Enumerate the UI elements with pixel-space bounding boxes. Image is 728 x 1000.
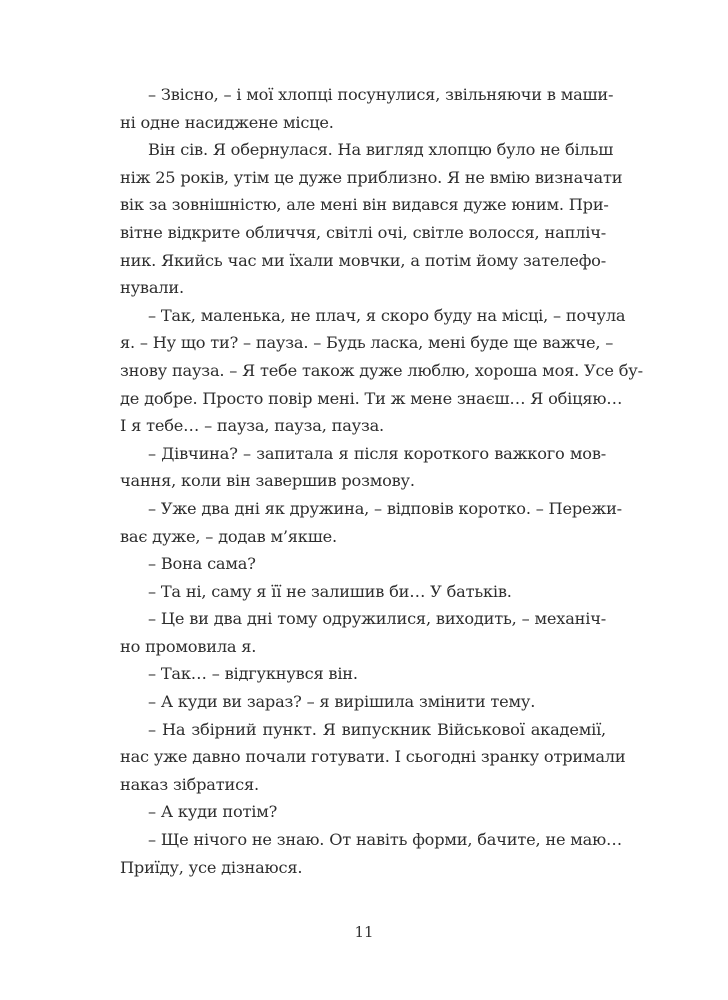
text-line: – Звісно, – і мої хлопці посунулися, звільняючи в маши- [148,85,614,104]
text-line: ні одне насиджене місце. [120,112,334,132]
text-line: Приїду, усе дізнаюся. [120,857,303,877]
text-line: нували. [120,278,184,298]
text-line: І я тебе… – пауза, пауза, пауза. [120,416,384,436]
text-line: – Вона сама? [148,554,256,574]
text-line: ває дуже, – додав м’якше. [120,526,337,546]
text-line: ник. Якийсь час ми їхали мовчки, а потім йому зателефо- [120,250,606,270]
text-line: – Так, маленька, не плач, я скоро буду на місці, – почула [148,305,626,325]
text-line: нас уже давно почали готувати. І сьогодні зранку отримали [120,747,626,767]
text-line: я. – Ну що ти? – пауза. – Будь ласка, мені буде ще важче, – [120,333,614,353]
text-line: наказ зібратися. [120,774,259,794]
text-line: ніж 25 років, утім це дуже приблизно. Я не вмію визначати [120,167,623,187]
text-line: – Так… – відгукнувся він. [148,664,358,684]
text-line: Він сів. Я обернулася. На вигляд хлопцю було не більш [148,140,614,160]
body-text [120,81,643,881]
text-line: – Ще нічого не знаю. От навіть форми, бачите, не маю… [148,830,623,850]
text-line: – Це ви два дні тому одружилися, виходить, – механіч- [148,609,606,629]
text-line: – На збірний пункт. Я випускник Військової академії, [148,719,606,739]
text-line: вік за зовнішністю, але мені він видався дуже юним. При- [120,195,609,215]
text-line: но промовила я. [120,636,257,656]
text-line: чання, коли він завершив розмову. [120,471,415,491]
page-number: 11 [354,923,374,941]
text-line: – Та ні, саму я її не залишив би… У батьків. [148,581,512,601]
text-line: – Уже два дні як дружина, – відповів коротко. – Пережи- [148,498,622,518]
text-line: знову пауза. – Я тебе також дуже люблю, хороша моя. Усе бу- [120,360,643,380]
text-line: вітне відкрите обличчя, світлі очі, світле волосся, напліч- [120,222,606,242]
text-line: – А куди ви зараз? – я вирішила змінити тему. [148,692,536,712]
text-line: – Дівчина? – запитала я після короткого важкого мов- [148,443,606,463]
text-line: – А куди потім? [148,802,278,822]
text-line: де добре. Просто повір мені. Ти ж мене знаєш… Я обіцяю… [120,388,623,408]
